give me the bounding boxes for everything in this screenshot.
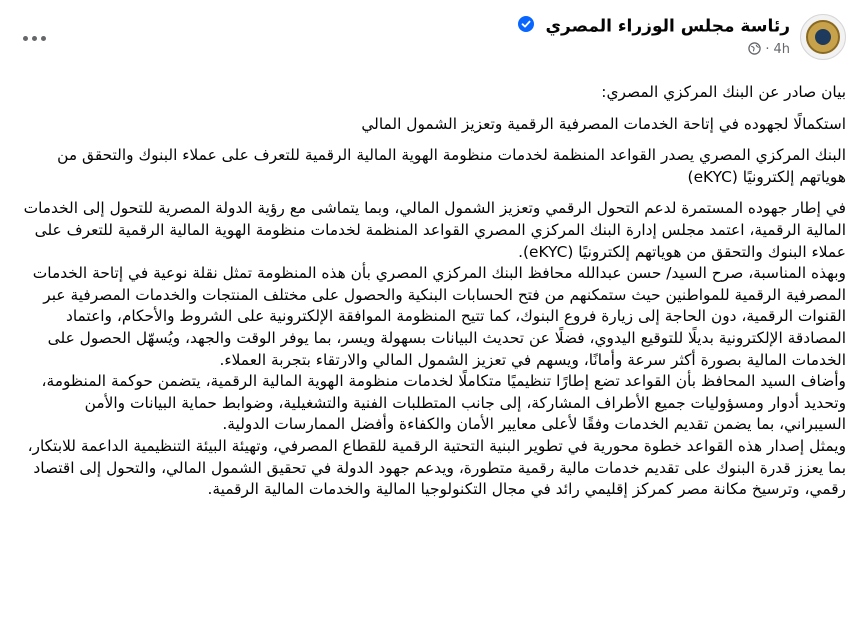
more-dot (41, 36, 46, 41)
post-meta (748, 42, 790, 59)
timestamp-link[interactable]: 4h (773, 42, 790, 57)
page-name-link[interactable]: رئاسة مجلس الوزراء المصري (545, 16, 790, 37)
page-avatar[interactable] (800, 14, 846, 60)
more-dot (23, 36, 28, 41)
verified-badge-icon (518, 16, 534, 37)
post-paragraph: وبهذه المناسبة، صرح السيد/ حسن عبدالله محافظ البنك المركزي المصري بأن هذه المنظومة تمثل نقلة نوعية في إتاحة الخدمات المصرفية الرقمية للمواطنين حيث ستمكنهم من فتح الحسابات البنكية والحصول على مختلف المنتجات والخدمات المصرفية عبر القنوات الرقمية، دون الحاجة إلى زيارة فروع البنوك، كما تتيح المنظومة الموافقة الإلكترونية على الشروط والأحكام، واعتماد المصادقة الإلكترونية بديلًا للتوقيع اليدوي، فضلًا عن تحديث البيانات بسهولة ويسر، بما يوفر الوقت والجهد، ويُسهّل الحصول على الخدمات المالية بصورة أكثر سرعة وأمانًا، ويسهم في تعزيز الشمول المالي والارتقاء بتجربة العملاء. (32, 264, 846, 369)
post-paragraph: وأضاف السيد المحافظ بأن القواعد تضع إطارًا تنظيميًا متكاملًا لخدمات منظومة الهوية المالية الرقمية، يتضمن حوكمة المنظومة، وتحديد أدوار ومسؤوليات جميع الأطراف المشاركة، إلى جانب المتطلبات الفنية والتشغيلية، وضوابط حماية البيانات والأمن السيبراني، بما يضمن تقديم الخدمات وفقًا لأعلى معايير الأمان والكفاءة وأفضل الممارسات الدولية. (41, 372, 846, 434)
post-paragraph: بيان صادر عن البنك المركزي المصري: (601, 83, 846, 101)
globe-icon[interactable] (748, 42, 761, 59)
post-paragraph: البنك المركزي المصري يصدر القواعد المنظمة لخدمات منظومة الهوية المالية الرقمية للتعرف على عملاء البنوك والتحقق من هوياتهم إلكترونيًا (eKYC) (57, 146, 846, 186)
more-options-icon[interactable] (16, 26, 52, 50)
post-header (14, 14, 846, 70)
page-name-row (518, 16, 790, 37)
post-paragraph: استكمالًا لجهوده في إتاحة الخدمات المصرفية الرقمية وتعزيز الشمول المالي (361, 114, 846, 133)
emblem-center (815, 29, 831, 45)
meta-separator: · (765, 42, 770, 57)
post-body (14, 82, 846, 501)
post-paragraph: ويمثل إصدار هذه القواعد خطوة محورية في تطوير البنية التحتية الرقمية للقطاع المصرفي، وتهيئة البيئة التنظيمية الداعمة للابتكار، بما يعزز قدرة البنوك على تقديم خدمات مالية رقمية متطورة، ويدعم جهود الدولة في تحقيق الشمول المالي، والتحول إلى اقتصاد رقمي، وترسيخ مكانة مصر كمركز إقليمي رائد في مجال التكنولوجيا المالية والخدمات المالية الرقمية. (27, 436, 846, 499)
post-paragraph: في إطار جهوده المستمرة لدعم التحول الرقمي وتعزيز الشمول المالي، وبما يتماشى مع رؤية الدولة المصرية للتحول إلى الخدمات المالية الرقمية، اعتمد مجلس إدارة البنك المركزي المصري القواعد المنظمة لخدمات منظومة الهوية المالية الرقمية للتعرف على عملاء البنوك والتحقق من هوياتهم إلكترونيًا (eKYC). (23, 199, 846, 261)
more-dot (32, 36, 37, 41)
emblem-logo (806, 20, 840, 54)
